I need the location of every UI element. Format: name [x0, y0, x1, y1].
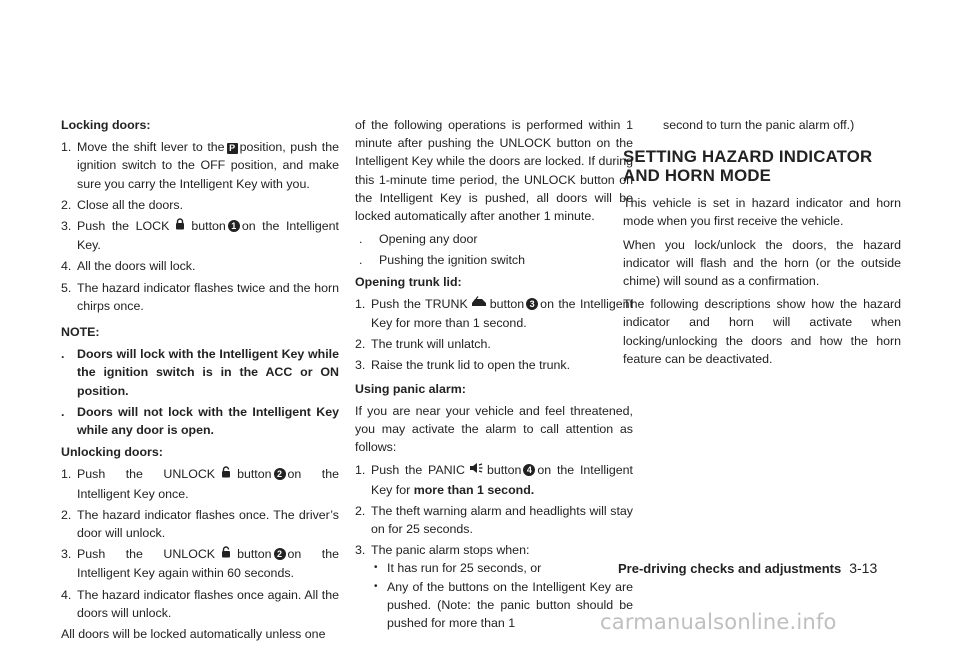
unlock-icon	[218, 466, 234, 484]
lock-icon	[172, 218, 188, 236]
column-3	[623, 116, 901, 373]
locking-step-5: 5. The hazard indicator flashes twice and the horn chirps once.	[61, 280, 339, 313]
chapter-label: Pre-driving checks and adjustments	[618, 561, 842, 576]
callout-4-icon: 4	[523, 464, 535, 476]
column-2	[355, 116, 633, 636]
unlocking-step-3: 3. Push the UNLOCK button 2 on the Intelligent Key again within 60 seconds.	[61, 547, 339, 581]
locking-step-3: 3. Push the LOCK button 1 on the Intelligent Key.	[61, 219, 340, 253]
callout-3-icon: 3	[526, 298, 538, 310]
callout-2-icon: 2	[274, 468, 286, 480]
page-number: 3-13	[849, 560, 878, 576]
auto-lock-text: All doors will be locked automatically unless one	[61, 627, 326, 642]
auto-lock-continued: of the following operations is performed within 1 minute after pushing the UNLOCK button on the Intelligent Key while the doors are locked. If during this 1-minute time period, the UNLOCK button on the Intelligent Key is pushed, all doors will be locked automatically after another 1 minute.	[355, 118, 633, 224]
panic-intro: If you are near your vehicle and feel threatened, you may activate the alarm to call attention as follows:	[355, 403, 633, 455]
note-item-1: . Doors will lock with the Intelligent Key while the ignition switch is in the ACC or ON position.	[61, 347, 339, 398]
locking-step-4: 4. All the doors will lock.	[61, 259, 196, 274]
hazard-paragraph-1: This vehicle is set in hazard indicator and horn mode when you first receive the vehicle.	[623, 196, 901, 229]
unlocking-heading: Unlocking doors:	[61, 445, 163, 460]
panic-horn-icon	[468, 462, 484, 480]
watermark: carmanualsonline.info	[600, 610, 837, 634]
panic-heading: Using panic alarm:	[355, 381, 466, 396]
panic-note-continued: second to turn the panic alarm off.)	[663, 118, 855, 132]
park-icon: P	[227, 143, 238, 154]
note-item-2: . Doors will not lock with the Intelligent Key while any door is open.	[61, 404, 339, 438]
section-title: SETTING HAZARD INDICATOR AND HORN MODE	[623, 147, 873, 186]
unlocking-step-2: 2. The hazard indicator flashes once. The driver’s door will unlock.	[61, 507, 339, 541]
trunk-step-1: 1. Push the TRUNK button 3 on the Intelligent Key for more than 1 second.	[355, 296, 634, 331]
trunk-step-3: 3. Raise the trunk lid to open the trunk.	[355, 358, 571, 373]
trunk-step-2: 2. The trunk will unlatch.	[355, 337, 491, 352]
panic-step-1: 1. Push the PANIC button 4 on the Intelligent Key for more than 1 second.	[355, 463, 633, 497]
unlock-icon	[218, 546, 234, 564]
unlocking-step-1: 1. Push the UNLOCK button 2 on the Intelligent Key once.	[61, 467, 339, 501]
column-1	[61, 116, 339, 648]
locking-step-1: 1. Move the shift lever to the P position, push the ignition switch to the OFF position, and make sure you carry the Intelligent Key with you.	[61, 140, 339, 191]
panic-stop-item-1: • It has run for 25 seconds, or	[374, 561, 542, 576]
bullet-opening-door: . Opening any door	[359, 232, 478, 247]
trunk-icon	[471, 296, 487, 314]
unlocking-step-4: 4. The hazard indicator flashes once again. All the doors will unlock.	[61, 587, 339, 620]
callout-2-icon: 2	[274, 548, 286, 560]
locking-step-2: 2. Close all the doors.	[61, 197, 184, 212]
callout-1-icon: 1	[228, 220, 240, 232]
panic-step-2: 2. The theft warning alarm and headlights will stay on for 25 seconds.	[355, 503, 633, 537]
bullet-ignition: . Pushing the ignition switch	[359, 253, 526, 268]
panic-stop-conditions	[355, 559, 633, 632]
panic-step-3: 3. The panic alarm stops when:	[355, 543, 530, 558]
note-heading: NOTE:	[61, 325, 100, 340]
hazard-paragraph-2: When you lock/unlock the doors, the hazard indicator will flash and the horn (or the outside chime) will sound as a confirmation.	[623, 237, 901, 289]
panic-stop-item-2: • Any of the buttons on the Intelligent Key are pushed. (Note: the panic button should be pushed for more than 1	[374, 579, 633, 631]
locking-heading: Locking doors:	[61, 118, 151, 132]
trunk-heading: Opening trunk lid:	[355, 274, 462, 289]
page-footer	[618, 559, 900, 578]
hazard-paragraph-3: The following descriptions show how the hazard indicator and horn will activate when locking/unlocking the doors and how the horn feature can be deactivated.	[623, 297, 901, 366]
